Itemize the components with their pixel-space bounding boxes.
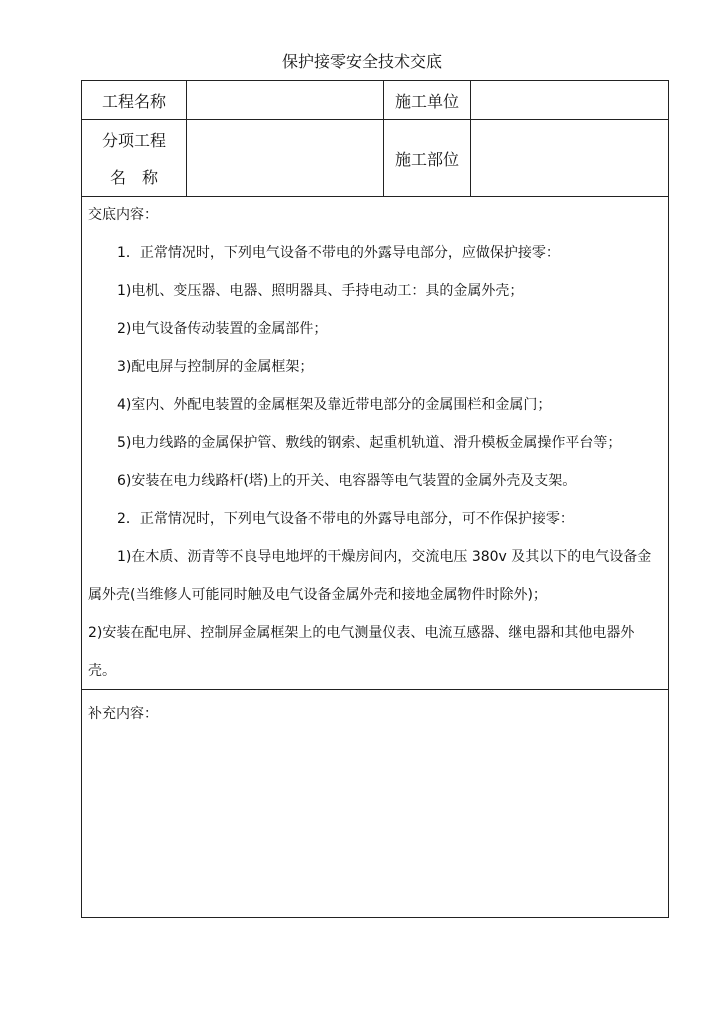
construction-unit-field[interactable] (471, 81, 669, 119)
sub-project-field[interactable] (187, 120, 383, 196)
supplement-heading: 补充内容： (88, 706, 158, 722)
content-paragraph: 1．正常情况时，下列电气设备不带电的外露导电部分，应做保护接零： (117, 245, 560, 261)
content-paragraph: 5)电力线路的金属保护管、敷线的钢索、起重机轨道、滑升模板金属操作平台等； (117, 435, 622, 451)
content-paragraph: 2)安装在配电屏、控制屏金属框架上的电气测量仪表、电流互感器、继电器和其他电器外壳。 (88, 625, 635, 679)
content-heading: 交底内容： (88, 207, 158, 223)
construction-unit-label: 施工单位 (394, 91, 459, 111)
content-paragraph: 1)电机、变压器、电器、照明器具、手持电动工：具的金属外壳； (117, 283, 524, 299)
content-paragraph: 1)在木质、沥青等不良导电地坪的干燥房间内，交流电压 380v 及其以下的电气设备金属外壳(当维修人可能同时触及电气设备金属外壳和接地金属物件时除外)； (88, 549, 652, 603)
sub-project-label-line2: 名 称 (109, 168, 158, 187)
content-paragraph: 2．正常情况时，下列电气设备不带电的外露导电部分，可不作保护接零： (117, 511, 574, 527)
content-paragraph: 2)电气设备传动装置的金属部件； (117, 321, 328, 337)
content-paragraph: 4)室内、外配电装置的金属框架及靠近带电部分的金属围栏和金属门； (117, 397, 552, 413)
disclosure-content (82, 196, 668, 689)
disclosure-form (81, 80, 669, 918)
content-paragraph: 6)安装在电力线路杆(塔)上的开关、电容器等电气装置的金属外壳及支架。 (117, 473, 577, 489)
document-title: 保护接零安全技术交底 (281, 52, 442, 71)
project-name-field[interactable] (187, 81, 383, 119)
content-paragraph: 3)配电屏与控制屏的金属框架； (117, 359, 314, 375)
project-name-label: 工程名称 (101, 91, 166, 111)
supplement-area[interactable] (82, 689, 668, 918)
construction-part-label: 施工部位 (394, 149, 459, 169)
sub-project-label-line1: 分项工程 (101, 131, 166, 150)
construction-part-field[interactable] (471, 120, 669, 196)
sub-project-label (82, 120, 186, 196)
